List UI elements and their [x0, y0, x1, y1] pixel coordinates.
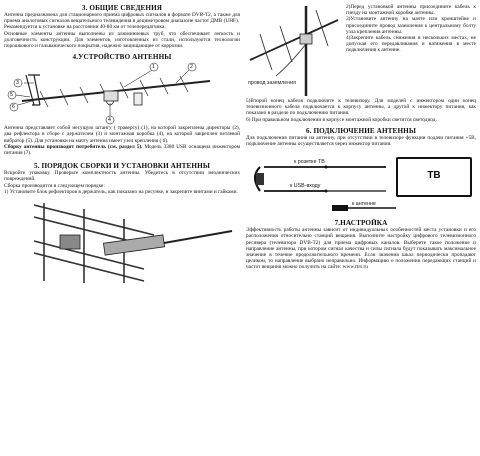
- injector-body: [256, 173, 264, 185]
- reflector-assembly-diagram: [4, 195, 240, 285]
- step-2: 2)Перед установкой антенны присоедините кабель к гнезду на монтажной коробке антенны.: [346, 4, 476, 17]
- callout-1: 1: [152, 64, 155, 71]
- assembly-note: Сборку антенны производит потребитель (см. раздел 5).: [4, 143, 143, 150]
- callout-5: 5: [10, 92, 13, 99]
- callout-2: 2: [190, 64, 193, 71]
- mounting-steps: [346, 4, 476, 54]
- section-6-text: Для подключения питания на антенну, при отсутствии в телевизоре функции подачи питания +5В, подключение антенны осуществляется через инжектор питания.: [246, 134, 476, 148]
- reflector-drawing: [4, 195, 240, 285]
- callout-4: 4: [108, 117, 111, 124]
- ground-wire-label: провод заземления: [248, 80, 296, 86]
- section-4-text-2: [4, 144, 240, 156]
- callout-3: 3: [16, 80, 19, 87]
- antenna-diagram: [4, 61, 240, 125]
- tv-box: [396, 157, 472, 197]
- section-6-title: 6. ПОДКЛЮЧЕНИЕ АНТЕННЫ: [306, 126, 416, 135]
- section-4-title: 4.УСТРОЙСТВО АНТЕННЫ: [72, 53, 172, 62]
- section-5-text-2: Сборка производится в следующем порядке:: [4, 182, 105, 189]
- section-3-text-2: Рекомендуется к установке на расстоянии 40-80 км от телепередатчика.: [4, 24, 166, 31]
- antenna-drawing: [4, 61, 240, 125]
- section-3-text-1: Антенна предназначена для стационарного приема цифровых сигналов в формате DVB-T2, а также для приема аналоговых сигналов вещательного телевидения в дециметровом диапазоне частот ДМВ (UHF).: [4, 12, 240, 25]
- usb-input-label: к USB-входу: [290, 183, 321, 190]
- tv-label: ТВ: [427, 170, 441, 182]
- section-7-title: 7.НАСТРОЙКА: [334, 219, 388, 228]
- section-4-text-1: Антенна представляет собой несущую штангу ( траверсу) (1), на которой закреплены директоры (2), два рефлектора в сборе с держателем (3) и монтажная коробка (4), на которой закреплен петлевой вибратор (5). Для установки на мачту антенна имеет узел крепления ( 6).: [4, 125, 240, 144]
- step-6: 6) При правильном подключении в корпусе монтажной коробки светится светодиод.: [246, 116, 437, 123]
- section-5-text-1: Вскройте упаковку. Проверьте комплектность антенны. Убедитесь в отсутствии механических повреждений.: [4, 170, 240, 183]
- step-3: 3)Установите антенну на мачте или кронштейне и присоедините провод заземления к центральному болту узла крепления антенны.: [346, 16, 476, 35]
- section-5-step-1: 1) Установите блок рефлекторов в держатель, как показано на рисунке, и закрепите винтами и гайками.: [4, 188, 238, 195]
- section-5-title: 5. ПОРЯДОК СБОРКИ И УСТАНОВКИ АНТЕННЫ: [34, 162, 210, 171]
- power-connection-diagram: [246, 147, 476, 217]
- right-column: [246, 4, 476, 271]
- step-5: 5)Второй конец кабеля подключите к телевизору. Для моделей с инжектором один конец телевизионного кабеля подключается к корпусу антенны, а другой к инжектору питания, как показано в разделе по подключению питания.: [246, 98, 476, 117]
- step-4: 4)Закрепите кабель снижения в нескольких местах, не допуская его передавливания и натяжения в месте подключения к антенне.: [346, 35, 476, 54]
- injector-note: Модель 3380 USB оснащена инжектором питания (7).: [4, 143, 240, 157]
- mounting-block: [246, 4, 476, 98]
- section-7-text: Эффективность работы антенны зависит от индивидуальных особенностей места установки и его расположения относительно станций вещания. Выполните настройку цифрового телевизионного ресивера (телевизора DVB-T2) для приема цифровых каналов. Выберите такое положение и направление антенны, при котором сигнал качества и силы сигнала будут показывать максимальное значение в течение продолжительного времени. Если значения шкал периодически пропадают целиком, то направление выбрано неправильно. Информацию о положении передающих станций и частот вещания можно получить на сайте: www.rtrs.ru: [246, 227, 476, 271]
- callout-6: 6: [12, 104, 15, 111]
- section-3-title: 3. ОБЩИЕ СВЕДЕНИЯ: [81, 4, 163, 12]
- section-3-text-3: Основные элементы антенны выполнены из алюминиевых труб, что обеспечивает легкость и долговечность конструкции. Для элементов, изготовленных из стали, используются технологии порошкового и гальванического покрытия, надежно защищающие от коррозии.: [4, 30, 240, 50]
- left-column: [4, 4, 240, 285]
- tv-socket-label: к розетке ТВ: [294, 159, 325, 166]
- antenna-cable-label: к антенне: [352, 201, 376, 208]
